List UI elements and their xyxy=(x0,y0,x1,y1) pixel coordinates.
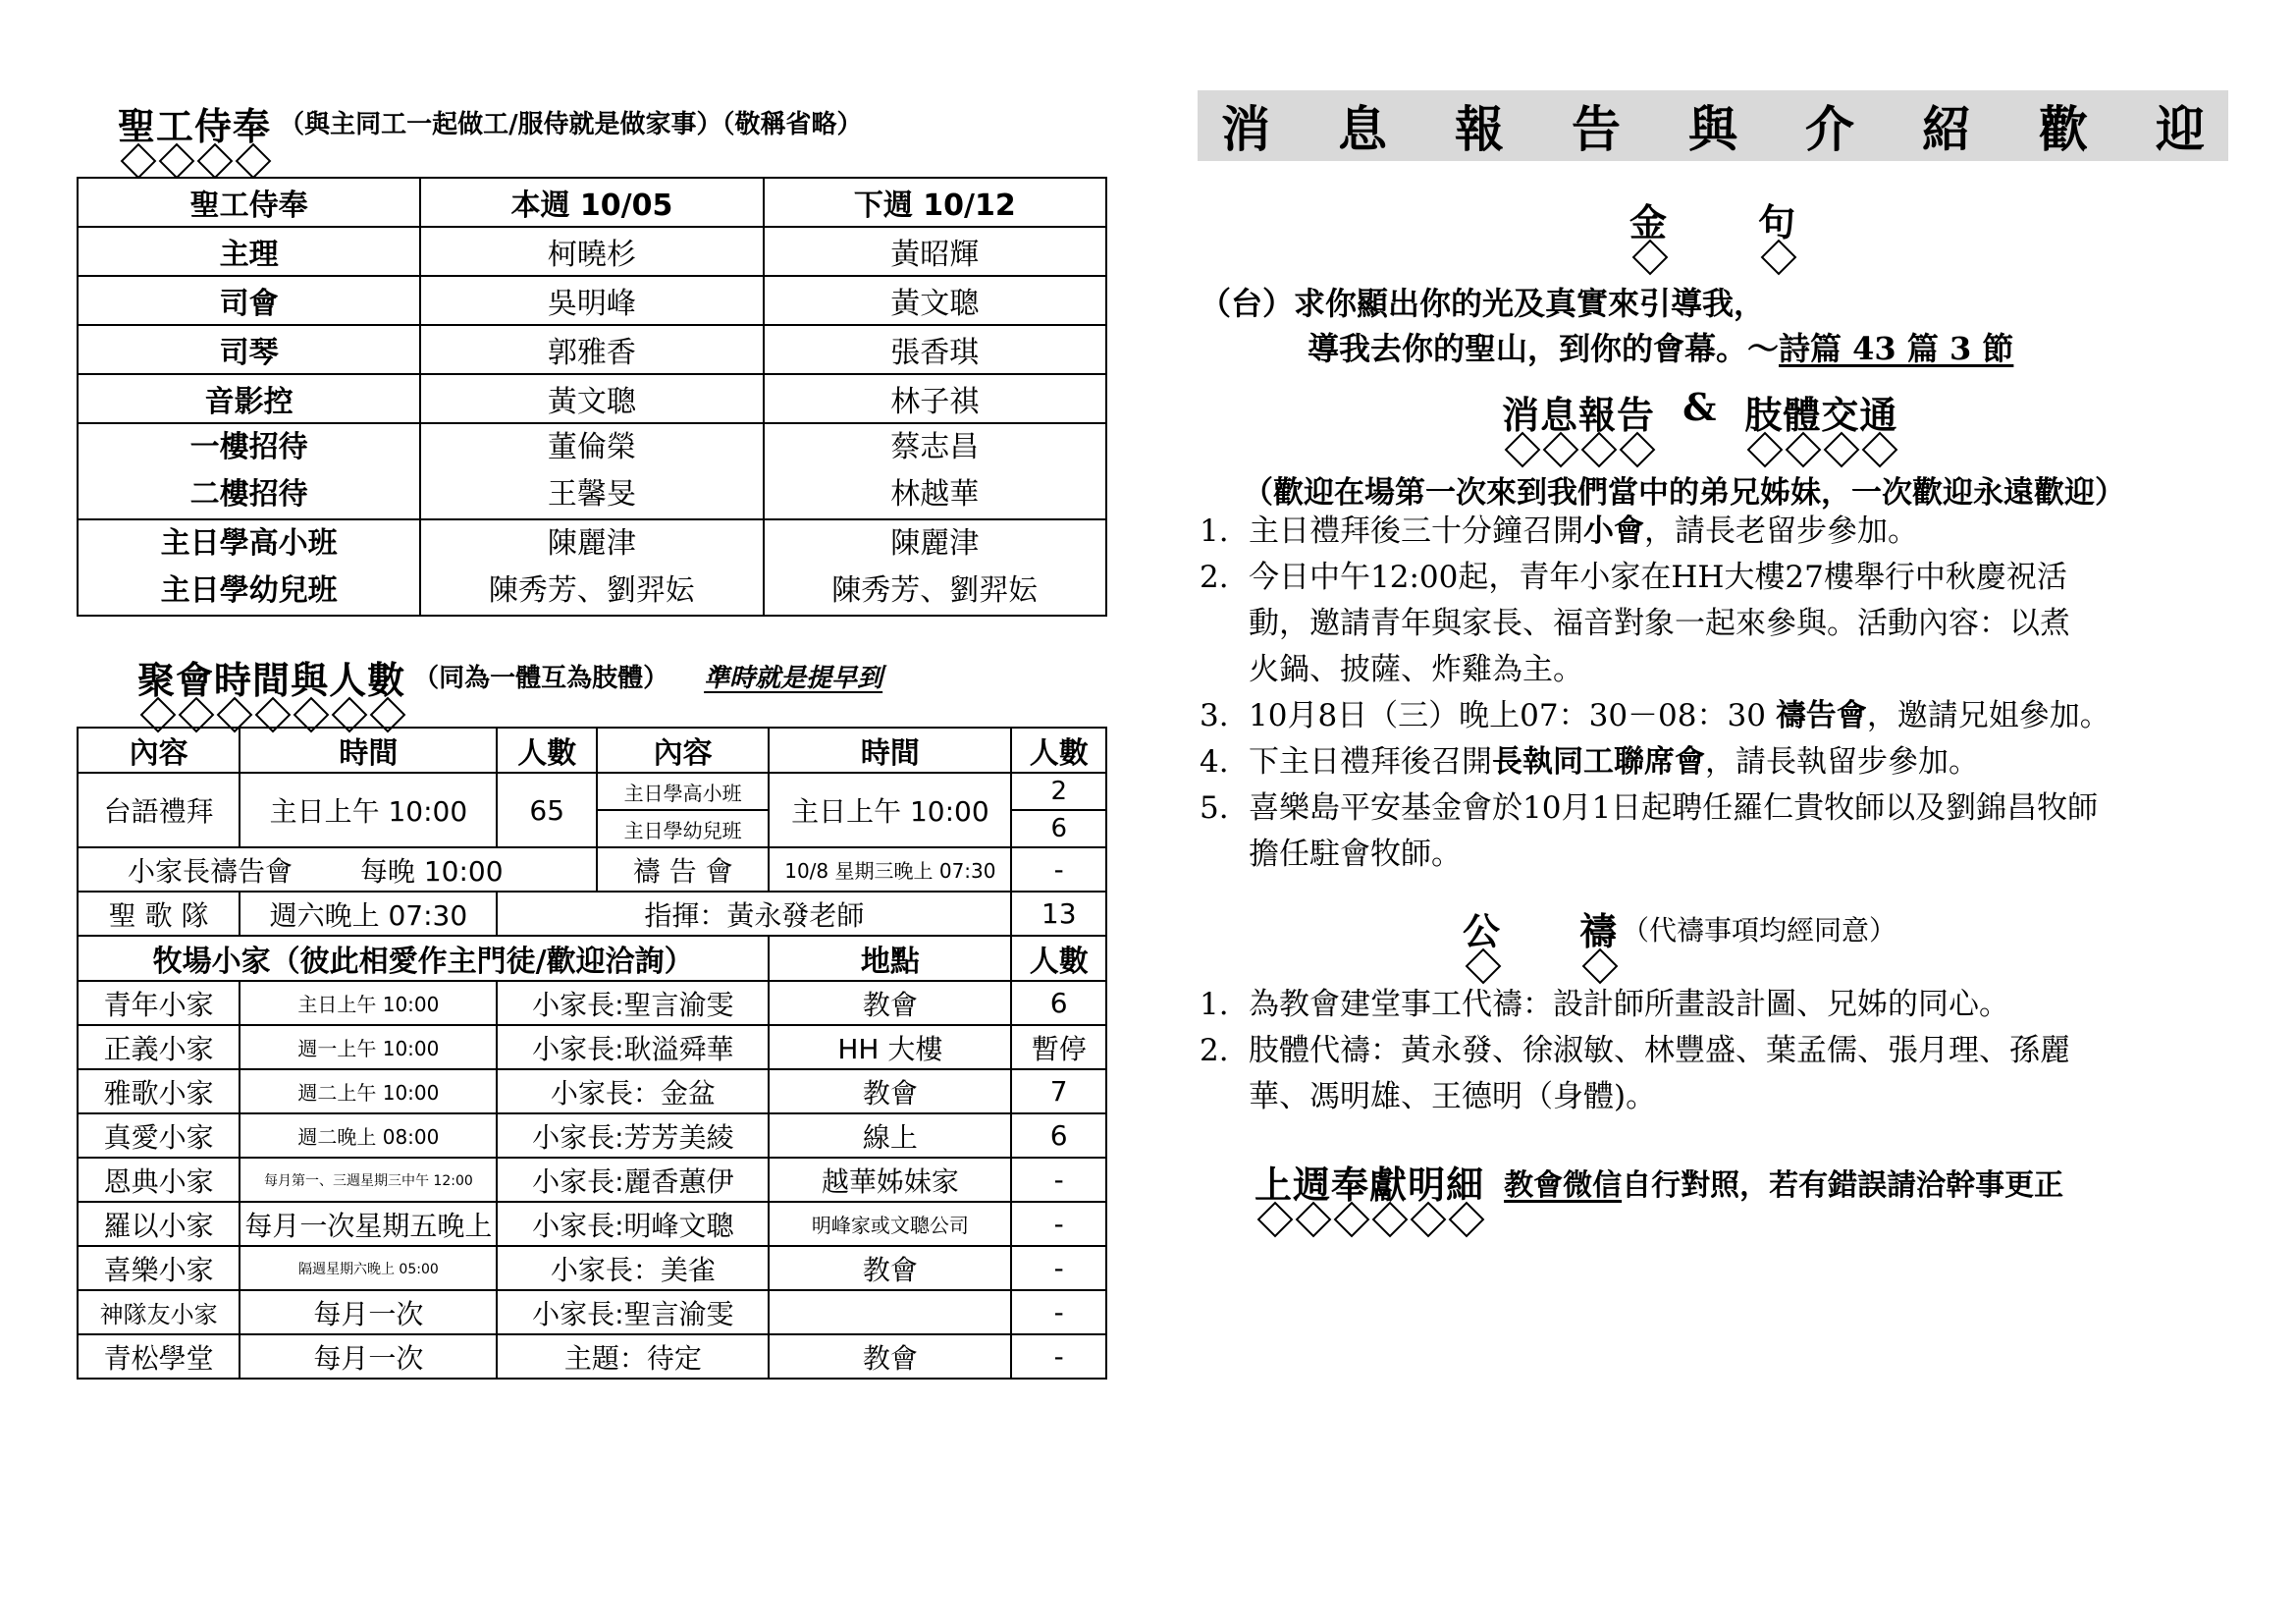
news-item-2: 2. 今日中午12:00起，青年小家在HH大樓27樓舉行中秋慶祝活 xyxy=(1200,560,2067,595)
serve-this: 柯曉杉 xyxy=(420,227,763,276)
banner-char: 歡 xyxy=(2039,100,2088,158)
title-char: 侍 xyxy=(194,96,233,176)
taiyu-count: 65 xyxy=(497,773,597,847)
group-leader: 小家長：美雀 xyxy=(497,1246,769,1290)
group-time: 週一上午 10:00 xyxy=(240,1025,497,1069)
group-count: 7 xyxy=(1011,1069,1106,1113)
serve-role: 司琴 xyxy=(78,325,420,374)
group-row xyxy=(78,1113,1106,1158)
serve-this-ss xyxy=(420,519,763,616)
serve-next-ss xyxy=(764,519,1106,616)
group-place: 教會 xyxy=(769,981,1011,1025)
title-char: 通 xyxy=(1859,385,1897,464)
title-char: 肢 xyxy=(1744,385,1783,464)
title-char: 人 xyxy=(329,650,367,730)
group-row xyxy=(78,1158,1106,1202)
group-place: 明峰家或文聰公司 xyxy=(769,1202,1011,1246)
serve-role: 音影控 xyxy=(78,374,420,423)
serve-title xyxy=(118,96,271,176)
usher-role-2: 二樓招待 xyxy=(189,477,308,512)
title-char: 上 xyxy=(1255,1155,1293,1234)
prayer-item-2: 2. 肢體代禱：黃永發、徐淑敏、林豐盛、葉孟儒、張月理、孫麗 xyxy=(1200,1033,2070,1068)
news-item-1: 1. 主日禮拜後三十分鐘召開小會，請長老留步參加。 xyxy=(1200,514,1918,549)
group-name: 青松學堂 xyxy=(78,1334,240,1379)
group-header-row xyxy=(78,936,1106,981)
serve-this: 吳明峰 xyxy=(420,276,763,325)
meet-header: 內容 xyxy=(597,728,769,773)
serve-this: 郭雅香 xyxy=(420,325,763,374)
prayer-item-1: 1. 為教會建堂事工代禱：設計師所畫設計圖、兄姊的同心。 xyxy=(1200,987,2009,1022)
group-time: 主日上午 10:00 xyxy=(240,981,497,1025)
choir-conductor: 指揮：黃永發老師 xyxy=(497,892,1011,936)
prayer-title xyxy=(1463,901,1622,981)
title-char: 週 xyxy=(1293,1155,1331,1234)
serve-header-next: 下週 10/12 xyxy=(764,178,1106,227)
title-char: 消 xyxy=(1502,385,1540,464)
serve-this: 黃文聰 xyxy=(420,374,763,423)
group-row xyxy=(78,1069,1106,1113)
group-leader: 小家長:聖言渝雯 xyxy=(497,981,769,1025)
title-char: 間 xyxy=(252,650,291,730)
ss-this-1: 陳麗津 xyxy=(547,526,636,561)
meet-title xyxy=(137,650,405,730)
ss-role-2: 主日學幼兒班 xyxy=(160,573,338,608)
meet-header: 時間 xyxy=(240,728,497,773)
leaders-prayer-row xyxy=(78,847,1106,892)
meet-header: 人數 xyxy=(497,728,597,773)
choir-time: 週六晚上 07:30 xyxy=(240,892,497,936)
offering-note-wrap xyxy=(1504,1155,2063,1204)
group-count: - xyxy=(1011,1202,1106,1246)
verse-reference: 詩篇 43 篇 3 節 xyxy=(1779,330,2014,367)
group-leader: 小家長：金盆 xyxy=(497,1069,769,1113)
serve-header-role: 聖工侍奉 xyxy=(78,178,420,227)
banner-char: 與 xyxy=(1688,100,1737,158)
banner-char: 消 xyxy=(1221,100,1270,158)
usher-this-1: 董倫榮 xyxy=(547,430,636,464)
offering-note: 自行對照，若有錯誤請洽幹事更正 xyxy=(1622,1168,2064,1203)
title-char: 交 xyxy=(1821,385,1859,464)
news-banner xyxy=(1198,90,2228,161)
news-item-4: 4. 下主日禮拜後召開長執同工聯席會，請長執留步參加。 xyxy=(1200,744,1979,780)
serve-header-row xyxy=(78,178,1106,227)
group-place: HH 大樓 xyxy=(769,1025,1011,1069)
serve-next: 張香琪 xyxy=(764,325,1106,374)
title-char: 奉 xyxy=(1331,1155,1369,1234)
meet-header: 時間 xyxy=(769,728,1011,773)
serve-heading xyxy=(118,96,863,176)
serve-next: 黃文聰 xyxy=(764,276,1106,325)
taiyu-name: 台語禮拜 xyxy=(78,773,240,847)
meet-subtitle: （同為一體互為肢體） xyxy=(413,664,669,693)
banner-char: 介 xyxy=(1805,100,1854,158)
serve-subtitle: （與主同工一起做工/服侍就是做家事）（敬稱省略） xyxy=(279,110,863,139)
title-char: 時 xyxy=(214,650,252,730)
banner-char: 息 xyxy=(1338,100,1387,158)
golden-verse-title xyxy=(1629,192,1796,272)
group-row xyxy=(78,1290,1106,1334)
verse-line-2-wrap xyxy=(1308,324,2013,369)
serve-row xyxy=(78,325,1106,374)
serve-table xyxy=(77,177,1107,617)
group-name: 正義小家 xyxy=(78,1025,240,1069)
group-leader: 小家長:聖言渝雯 xyxy=(497,1290,769,1334)
title-char: 告 xyxy=(1617,385,1655,464)
prayer-list xyxy=(1200,982,2070,1120)
leaders-prayer-name: 小家長禱告會 xyxy=(128,854,294,888)
group-time: 每月一次 xyxy=(240,1290,497,1334)
title-char: 禱 xyxy=(1579,901,1618,981)
serve-role: 司會 xyxy=(78,276,420,325)
usher-role-1: 一樓招待 xyxy=(189,430,308,464)
group-place: 教會 xyxy=(769,1069,1011,1113)
serve-header-this: 本週 10/05 xyxy=(420,178,763,227)
offering-link[interactable]: 教會微信 xyxy=(1504,1168,1623,1203)
group-count: - xyxy=(1011,1290,1106,1334)
ss-next-2: 陳秀芳、劉羿妘 xyxy=(831,573,1039,608)
ss-senior-name: 主日學高小班 xyxy=(597,773,769,810)
serve-row xyxy=(78,276,1106,325)
title-char: 工 xyxy=(156,96,194,176)
group-time: 週二晚上 08:00 xyxy=(240,1113,497,1158)
group-leader: 主題：待定 xyxy=(497,1334,769,1379)
serve-next: 林子祺 xyxy=(764,374,1106,423)
title-char: 與 xyxy=(291,650,329,730)
serve-next-usher xyxy=(764,423,1106,519)
news-item-2-line3: 火鍋、披薩、炸雞為主。 xyxy=(1249,652,1583,687)
group-row xyxy=(78,981,1106,1025)
choir-count: 13 xyxy=(1011,892,1106,936)
group-header-place: 地點 xyxy=(769,936,1011,981)
title-char: 息 xyxy=(1540,385,1578,464)
group-name: 喜樂小家 xyxy=(78,1246,240,1290)
choir-row xyxy=(78,892,1106,936)
title-char: 獻 xyxy=(1369,1155,1408,1234)
group-time: 每月一次星期五晚上 xyxy=(240,1202,497,1246)
group-name: 青年小家 xyxy=(78,981,240,1025)
group-header-name: 牧場小家（彼此相愛作主門徒/歡迎洽詢） xyxy=(78,936,769,981)
group-leader: 小家長:明峰文聰 xyxy=(497,1202,769,1246)
meet-heading xyxy=(137,650,882,730)
serve-this-usher xyxy=(420,423,763,519)
group-count: 暫停 xyxy=(1011,1025,1106,1069)
prayer-meeting-time: 10/8 星期三晚上 07:30 xyxy=(769,847,1011,892)
group-count: 6 xyxy=(1011,1113,1106,1158)
banner-char: 報 xyxy=(1455,100,1504,158)
usher-next-1: 蔡志昌 xyxy=(890,430,980,464)
banner-char: 告 xyxy=(1572,100,1621,158)
group-time: 每月一次 xyxy=(240,1334,497,1379)
news-title xyxy=(1502,385,1655,464)
leaders-prayer-time: 每晚 10:00 xyxy=(359,854,504,888)
news-item-5-line2: 擔任駐會牧師。 xyxy=(1249,837,1462,872)
group-row xyxy=(78,1202,1106,1246)
serve-row-usher xyxy=(78,423,1106,519)
prayer-note: （代禱事項均經同意） xyxy=(1622,914,1897,947)
serve-row-sunday-school xyxy=(78,519,1106,616)
group-leader: 小家長:耿溢舜華 xyxy=(497,1025,769,1069)
title-char: 公 xyxy=(1463,901,1501,981)
group-place: 越華姊妹家 xyxy=(769,1158,1011,1202)
ss-time: 主日上午 10:00 xyxy=(769,773,1011,847)
group-count: 6 xyxy=(1011,981,1106,1025)
serve-next: 黃昭輝 xyxy=(764,227,1106,276)
title-char: 聖 xyxy=(118,96,156,176)
group-name: 雅歌小家 xyxy=(78,1069,240,1113)
group-row xyxy=(78,1334,1106,1379)
news-heading xyxy=(1502,385,1897,464)
serve-row xyxy=(78,227,1106,276)
title-char: 聚 xyxy=(137,650,176,730)
news-title-2 xyxy=(1744,385,1897,464)
leaders-prayer-cell xyxy=(78,847,597,892)
golden-title-char: 句 xyxy=(1758,192,1796,272)
taiyu-row xyxy=(78,773,1106,810)
ss-kids-count: 6 xyxy=(1011,810,1106,847)
verse-line-1: （台）求你顯出你的光及真實來引導我， xyxy=(1200,285,1766,322)
group-leader: 小家長:芳芳美綾 xyxy=(497,1113,769,1158)
taiyu-time: 主日上午 10:00 xyxy=(240,773,497,847)
group-place xyxy=(769,1290,1011,1334)
ss-senior-count: 2 xyxy=(1011,773,1106,810)
usher-next-2: 林越華 xyxy=(890,477,980,512)
title-char: 體 xyxy=(1783,385,1821,464)
ss-this-2: 陳秀芳、劉羿妘 xyxy=(488,573,695,608)
offering-title xyxy=(1255,1155,1484,1234)
serve-role-usher xyxy=(78,423,420,519)
serve-row xyxy=(78,374,1106,423)
ss-kids-name: 主日學幼兒班 xyxy=(597,810,769,847)
group-time: 隔週星期六晚上 05:00 xyxy=(240,1246,497,1290)
welcome-note: （歡迎在場第一次來到我們當中的弟兄姊妹，一次歡迎永遠歡迎） xyxy=(1243,475,2125,511)
ss-role-1: 主日學高小班 xyxy=(160,526,338,561)
prayer-heading xyxy=(1463,901,1896,981)
news-item-5: 5. 喜樂島平安基金會於10月1日起聘任羅仁貴牧師以及劉錦昌牧師 xyxy=(1200,790,2099,826)
title-char: 奉 xyxy=(233,96,271,176)
group-leader: 小家長:麗香蕙伊 xyxy=(497,1158,769,1202)
news-item-3: 3. 10月8日（三）晚上07：30－08：30 禱告會，邀請兄姐參加。 xyxy=(1200,698,2110,733)
group-row xyxy=(78,1025,1106,1069)
serve-role: 主理 xyxy=(78,227,420,276)
group-header-count: 人數 xyxy=(1011,936,1106,981)
usher-this-2: 王馨旻 xyxy=(547,477,636,512)
banner-char: 迎 xyxy=(2156,100,2205,158)
group-place: 線上 xyxy=(769,1113,1011,1158)
news-list xyxy=(1200,509,2110,878)
group-name: 神隊友小家 xyxy=(78,1290,240,1334)
prayer-meeting-count: - xyxy=(1011,847,1106,892)
offering-heading xyxy=(1255,1155,2063,1234)
group-count: - xyxy=(1011,1334,1106,1379)
group-row xyxy=(78,1246,1106,1290)
meet-header-row xyxy=(78,728,1106,773)
group-name: 羅以小家 xyxy=(78,1202,240,1246)
meet-motto: 準時就是提早到 xyxy=(704,664,883,693)
group-time: 每月第一、三週星期三中午 12:00 xyxy=(240,1158,497,1202)
group-time: 週二上午 10:00 xyxy=(240,1069,497,1113)
title-char: 明 xyxy=(1408,1155,1446,1234)
group-place: 教會 xyxy=(769,1246,1011,1290)
verse-line-2: 導我去你的聖山，到你的會幕。～ xyxy=(1308,330,1780,367)
news-amp: & xyxy=(1682,385,1718,429)
group-name: 真愛小家 xyxy=(78,1113,240,1158)
title-char: 報 xyxy=(1578,385,1617,464)
prayer-item-2-line2: 華、馮明雄、王德明（身體)。 xyxy=(1249,1079,1657,1114)
title-char: 數 xyxy=(367,650,405,730)
groups-body xyxy=(78,981,1106,1379)
group-place: 教會 xyxy=(769,1334,1011,1379)
meet-table xyxy=(77,727,1107,1380)
title-char: 會 xyxy=(176,650,214,730)
group-count: - xyxy=(1011,1246,1106,1290)
meet-header: 人數 xyxy=(1011,728,1106,773)
serve-role-ss xyxy=(78,519,420,616)
group-name: 恩典小家 xyxy=(78,1158,240,1202)
title-char: 細 xyxy=(1446,1155,1484,1234)
ss-next-1: 陳麗津 xyxy=(890,526,980,561)
meet-header: 內容 xyxy=(78,728,240,773)
prayer-meeting-name: 禱 告 會 xyxy=(597,847,769,892)
group-count: - xyxy=(1011,1158,1106,1202)
choir-name: 聖 歌 隊 xyxy=(78,892,240,936)
golden-title-char: 金 xyxy=(1629,192,1668,272)
banner-char: 紹 xyxy=(1922,100,1971,158)
news-item-2-line2: 動，邀請青年與家長、福音對象一起來參與。活動內容：以煮 xyxy=(1249,606,2070,641)
